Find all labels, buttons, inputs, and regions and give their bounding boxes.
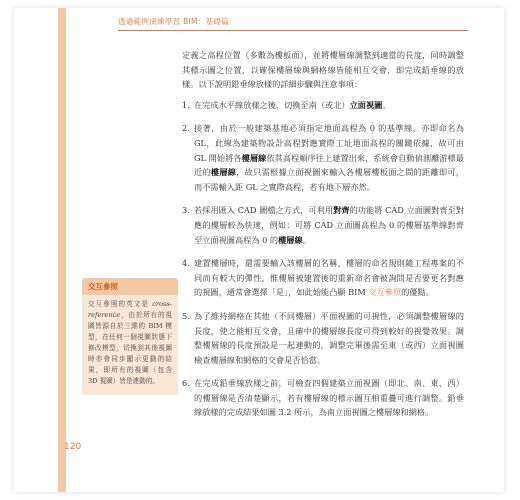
bold-term: 立面視圖 — [349, 99, 383, 110]
list-item — [182, 203, 464, 247]
intro-paragraph: 定義之高程位置（多數為樓板面），並將樓層線調整到適當的長度，同時調整其標示圖之位置，以確保樓層線與網格線皆能相互交會，即完成鉛垂線的放樣。以下說明鉛垂線放樣的詳細步驟與注意事項： — [182, 50, 464, 90]
list-item — [182, 121, 464, 194]
list-item — [182, 309, 464, 367]
sidebar-body — [82, 295, 178, 387]
sidebar-title: 交互參照 — [82, 278, 178, 295]
list-item-text: 在完成水平線放樣之後，切換至南（或北） — [194, 99, 350, 110]
list-item-number: 1. — [182, 99, 190, 110]
sidebar-text-pre: 交互參照的英文是 — [88, 300, 153, 308]
list-item-text: 若採用匯入 CAD 圖檔之方式，可利用 — [194, 205, 334, 216]
list-item-text: 。 — [382, 99, 391, 110]
list-item-number: 2. — [182, 123, 190, 134]
list-item-text: 建置樓層時，還需要輸入該樓層的名稱，樓層的命名規則隨工程專案的不同而有較大的彈性，惟樓層被建置後的重新命名會被詢問是否要更名對應的視圖，通常會選擇「是」，如此始能凸顯 BIM — [194, 258, 464, 298]
sidebar-term: cross-reference — [88, 300, 172, 319]
list-item-text: ，故只需根據立面視圖來輸入各樓層樓板面之間的距離即可，而不需輸入距 GL 之實際高程，若有地下層亦然。 — [194, 167, 464, 192]
list-item-number: 4. — [182, 258, 190, 269]
list-item-text: 接著，由於一般建築基地必須指定地面高程為 0 的基準線，亦即命名為 GL，此線為建築物設計高程對應實際工址地面高程的關鍵依據，故可由 GL 開始將各 — [194, 123, 464, 163]
list-item — [182, 256, 464, 300]
list-item — [182, 98, 464, 113]
bold-term: 樓層線 — [210, 167, 237, 178]
list-item — [182, 376, 464, 420]
list-item-number: 6. — [182, 378, 190, 389]
list-item-text: 。 — [302, 234, 311, 245]
list-item-text: 為了維持網格在其他（不同樓層）平面視圖的可視性，必須調整樓層線的長度，使之能相互交會，且確中的樓層線長度可得到較好的視覺效果。調整樓層線的長度預設是一起連動的，調整完畢後需至東（或西）立面視圖檢查樓層線和網格的交會是否恰當。 — [194, 310, 464, 365]
sidebar-note — [82, 278, 178, 395]
bold-term: 樓層線 — [278, 234, 303, 245]
bold-term: 對齊 — [333, 205, 350, 216]
header-rule — [118, 30, 468, 31]
list-item-text: 的優點。 — [401, 287, 434, 298]
margin-color-bar — [58, 8, 66, 492]
steps-list — [182, 98, 464, 420]
list-item-text: 在完成鉛垂線放樣之前，可檢查四個建築立面視圖（即北、南、東、西）的樓層線是否清楚顯示，若有樓層線的標示圖互相重疊可進行調整。鉛垂線放樣的完成結果如圖 3.2 所示，為南立面視圖之樓層線和網格。 — [194, 378, 464, 418]
bold-term: 樓層線 — [241, 152, 267, 163]
main-text — [182, 48, 464, 429]
list-item-number: 5. — [182, 310, 190, 321]
cross-reference-term: 交互參照 — [368, 287, 402, 298]
page-number: 120 — [64, 442, 82, 452]
list-item-text: 依其高程順序往上建置出來，系統會自動偵測離游標最近的 — [194, 152, 464, 178]
running-header: 透過範例演練學習 BIM：基礎篇 — [118, 17, 230, 26]
list-item-text: 的功能將 CAD 立面圖對齊至對應的樓層較為快速，例如：可將 CAD 立面圖高程為 0 的樓層基準線對齊至立面視圖高程為 0 的 — [194, 205, 464, 245]
sidebar-text-post: ，由於所有的視圖皆源自於三維的 BIM 模型，在任何一個視圖狀態下修改模型，切換到其他視圖時亦會同步顯示更動的結果，即所有的視圖（包含 3D 視圖）皆是連動的。 — [88, 311, 172, 385]
list-item-number: 3. — [182, 205, 190, 216]
